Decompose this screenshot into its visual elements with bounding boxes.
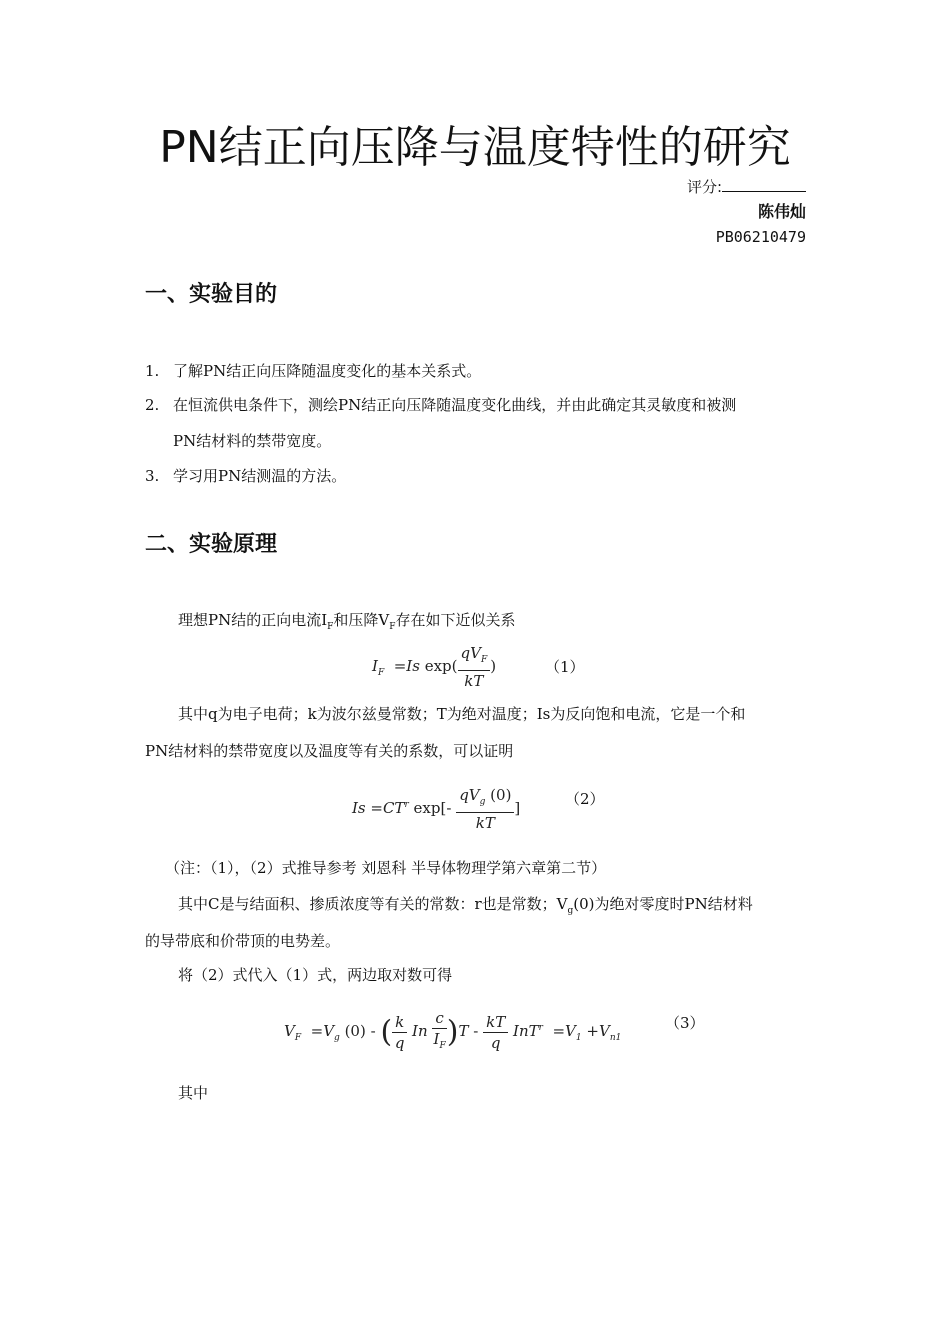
reference-note: （注：（1），（2）式推导参考 刘恩科 半导体物理学第六章第二节） — [165, 859, 607, 877]
list-item — [145, 360, 481, 382]
paragraph: 其中 — [178, 1084, 209, 1102]
score-field — [687, 176, 806, 198]
list-item-continuation: PN结材料的禁带宽度。 — [173, 432, 332, 450]
page-title: PN结正向压降与温度特性的研究 — [159, 122, 791, 173]
equation-1: $I_F =Is$ exp( $\frac{qV_F}{kT}$ ) — [372, 644, 497, 690]
list-number: 3. — [145, 467, 160, 485]
paragraph: 其中C是与结面积、掺质浓度等有关的常数：r也是常数；$V_g(0)$为绝对零度时PN结材料 — [178, 895, 753, 916]
paragraph: 将（2）式代入（1）式，两边取对数可得 — [178, 966, 453, 984]
list-text: 学习用PN结测温的方法。 — [173, 467, 347, 485]
author-name: 陈伟灿 — [757, 202, 806, 221]
equation-2: $Is =CT^r$ exp[- $\frac{qV_g (0)}{kT}$ ] — [352, 786, 521, 832]
score-label: 评分: — [686, 178, 722, 196]
paragraph: 理想PN结的正向电流$I_F$和压降$V_F$存在如下近似关系 — [178, 611, 516, 632]
score-blank-line — [722, 177, 806, 192]
list-text: 在恒流供电条件下，测绘PN结正向压降随温度变化曲线，并由此确定其灵敏度和被测 — [173, 396, 737, 414]
paragraph-continuation: PN结材料的禁带宽度以及温度等有关的系数，可以证明 — [145, 742, 514, 760]
student-id: PB06210479 — [715, 228, 806, 246]
equation-number: （1） — [545, 658, 585, 676]
equation-3: $V_F =V_g$ (0) - ( $\frac{k}{q}$ In $\frac{c}{I_F}$ )T - $\frac{kT}{q}$ $InT^r =V_1 +V_{n1}$ — [284, 1009, 622, 1052]
list-number: 1. — [145, 362, 160, 380]
list-number: 2. — [145, 396, 160, 414]
equation-number: （2） — [565, 790, 605, 808]
paragraph-continuation: 的导带底和价带顶的电势差。 — [145, 932, 341, 950]
section-heading-principle: 二、实验原理 — [145, 532, 278, 557]
list-text: 了解PN结正向压降随温度变化的基本关系式。 — [173, 362, 482, 380]
list-item — [145, 465, 346, 487]
list-item — [145, 394, 736, 416]
section-heading-objective: 一、实验目的 — [145, 282, 278, 307]
equation-number: （3） — [665, 1014, 705, 1032]
paragraph: 其中q为电子电荷；k为波尔兹曼常数；T为绝对温度；Is为反向饱和电流，它是一个和 — [178, 705, 746, 723]
